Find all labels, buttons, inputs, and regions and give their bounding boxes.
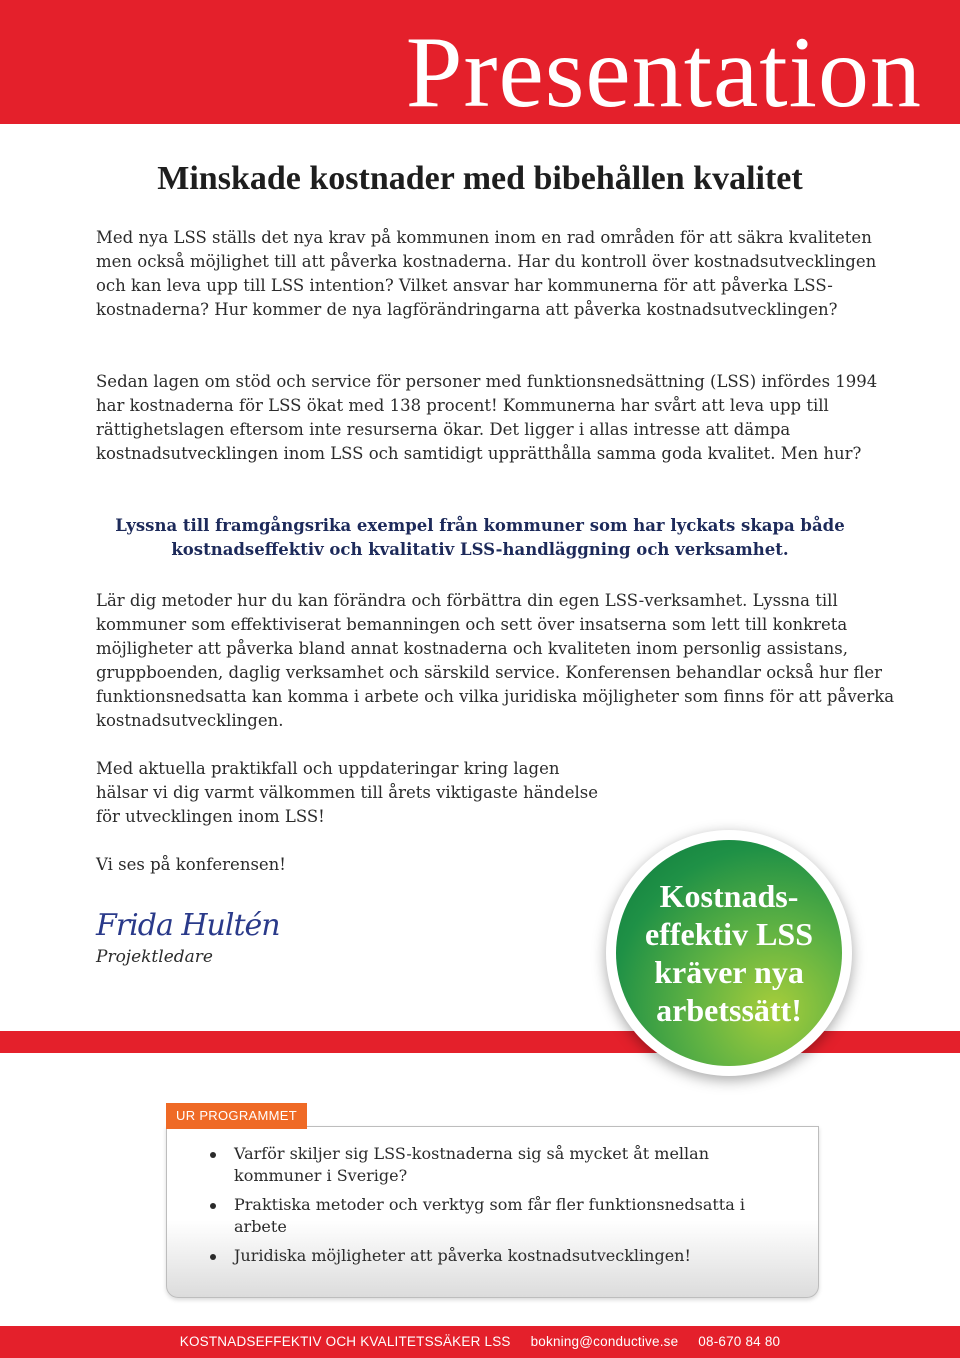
welcome-paragraph bbox=[96, 757, 896, 829]
list-item-text: Praktiska metoder och verktyg som får fler funktionsnedsatta i arbete bbox=[234, 1195, 745, 1236]
bullet-icon bbox=[210, 1203, 216, 1209]
intro-paragraph: Med nya LSS ställs det nya krav på kommunen inom en rad områden för att säkra kvaliteten men också möjlighet till att påverka kostnaderna. Har du kontroll över kostnadsutvecklingen och kan leva upp till LSS intention? Vilket ansvar har kommunerna för att påverka LSS-kostnaderna? Hur kommer de nya lagförändringarna att påverka kostnadsutvecklingen? bbox=[96, 228, 877, 319]
welcome-line: för utvecklingen inom LSS! bbox=[96, 807, 325, 826]
footer-bar bbox=[0, 1326, 960, 1358]
footer-tagline: KOSTNADSEFFEKTIV OCH KVALITETSSÄKER LSS bbox=[179, 1334, 511, 1349]
footer-phone[interactable]: 08-670 84 80 bbox=[698, 1334, 781, 1349]
headline: Minskade kostnader med bibehållen kvalitet bbox=[157, 160, 803, 197]
badge-line: kräver nya bbox=[654, 954, 804, 990]
callout-paragraph: Lyssna till framgångsrika exempel från kommuner som har lyckats skapa både kostnadseffektiv och kvalitativ LSS-handläggning och verksamhet. bbox=[115, 516, 845, 559]
badge-line: arbetssätt! bbox=[656, 992, 802, 1028]
program-label: UR PROGRAMMET bbox=[166, 1103, 307, 1129]
closing-line: Vi ses på konferensen! bbox=[96, 855, 286, 874]
welcome-line: Med aktuella praktikfall och uppdateringar kring lagen bbox=[96, 759, 560, 778]
badge bbox=[606, 830, 852, 1076]
badge-line: effektiv LSS bbox=[645, 916, 813, 952]
banner-title: Presentation bbox=[405, 16, 922, 129]
bullet-icon bbox=[210, 1152, 216, 1158]
methods-paragraph: Lär dig metoder hur du kan förändra och förbättra din egen LSS-verksamhet. Lyssna till kommuner som effektiviserat bemanningen och sett över insatserna som lett till konkreta möjligheter att påverka bland annat kostnaderna och kvaliteten inom personlig assistans, gruppboenden, daglig verksamhet och särskild service. Konferensen behandlar också hur fler funktionsnedsatta kan komma i arbete och vilka juridiska möjligheter som finns för att påverka kostnadsutvecklingen. bbox=[96, 591, 895, 730]
list-item bbox=[210, 1143, 750, 1187]
signature-role: Projektledare bbox=[96, 947, 213, 967]
list-item bbox=[210, 1245, 750, 1267]
badge-line: Kostnads- bbox=[659, 878, 799, 914]
footer-email-link[interactable]: bokning@conductive.se bbox=[530, 1334, 679, 1349]
welcome-line: hälsar vi dig varmt välkommen till årets viktigaste händelse bbox=[96, 783, 599, 802]
signature: Frida Hultén bbox=[96, 908, 280, 943]
badge-text bbox=[645, 877, 813, 1029]
list-item bbox=[210, 1194, 750, 1238]
top-banner bbox=[0, 0, 960, 129]
background-paragraph: Sedan lagen om stöd och service för personer med funktionsnedsättning (LSS) infördes 1994 har kostnaderna för LSS ökat med 138 procent! Kommunerna har svårt att leva upp till rättighetslagen eftersom inte resurserna ökar. Det ligger i allas intresse att dämpa kostnadsutvecklingen inom LSS och samtidigt upprätthålla samma goda kvalitet. Men hur? bbox=[96, 372, 878, 463]
list-item-text: Juridiska möjligheter att påverka kostnadsutvecklingen! bbox=[234, 1246, 691, 1265]
program-list bbox=[210, 1143, 750, 1274]
badge-circle bbox=[616, 840, 842, 1066]
list-item-text: Varför skiljer sig LSS-kostnaderna sig så mycket åt mellan kommuner i Sverige? bbox=[234, 1144, 709, 1185]
bullet-icon bbox=[210, 1254, 216, 1260]
